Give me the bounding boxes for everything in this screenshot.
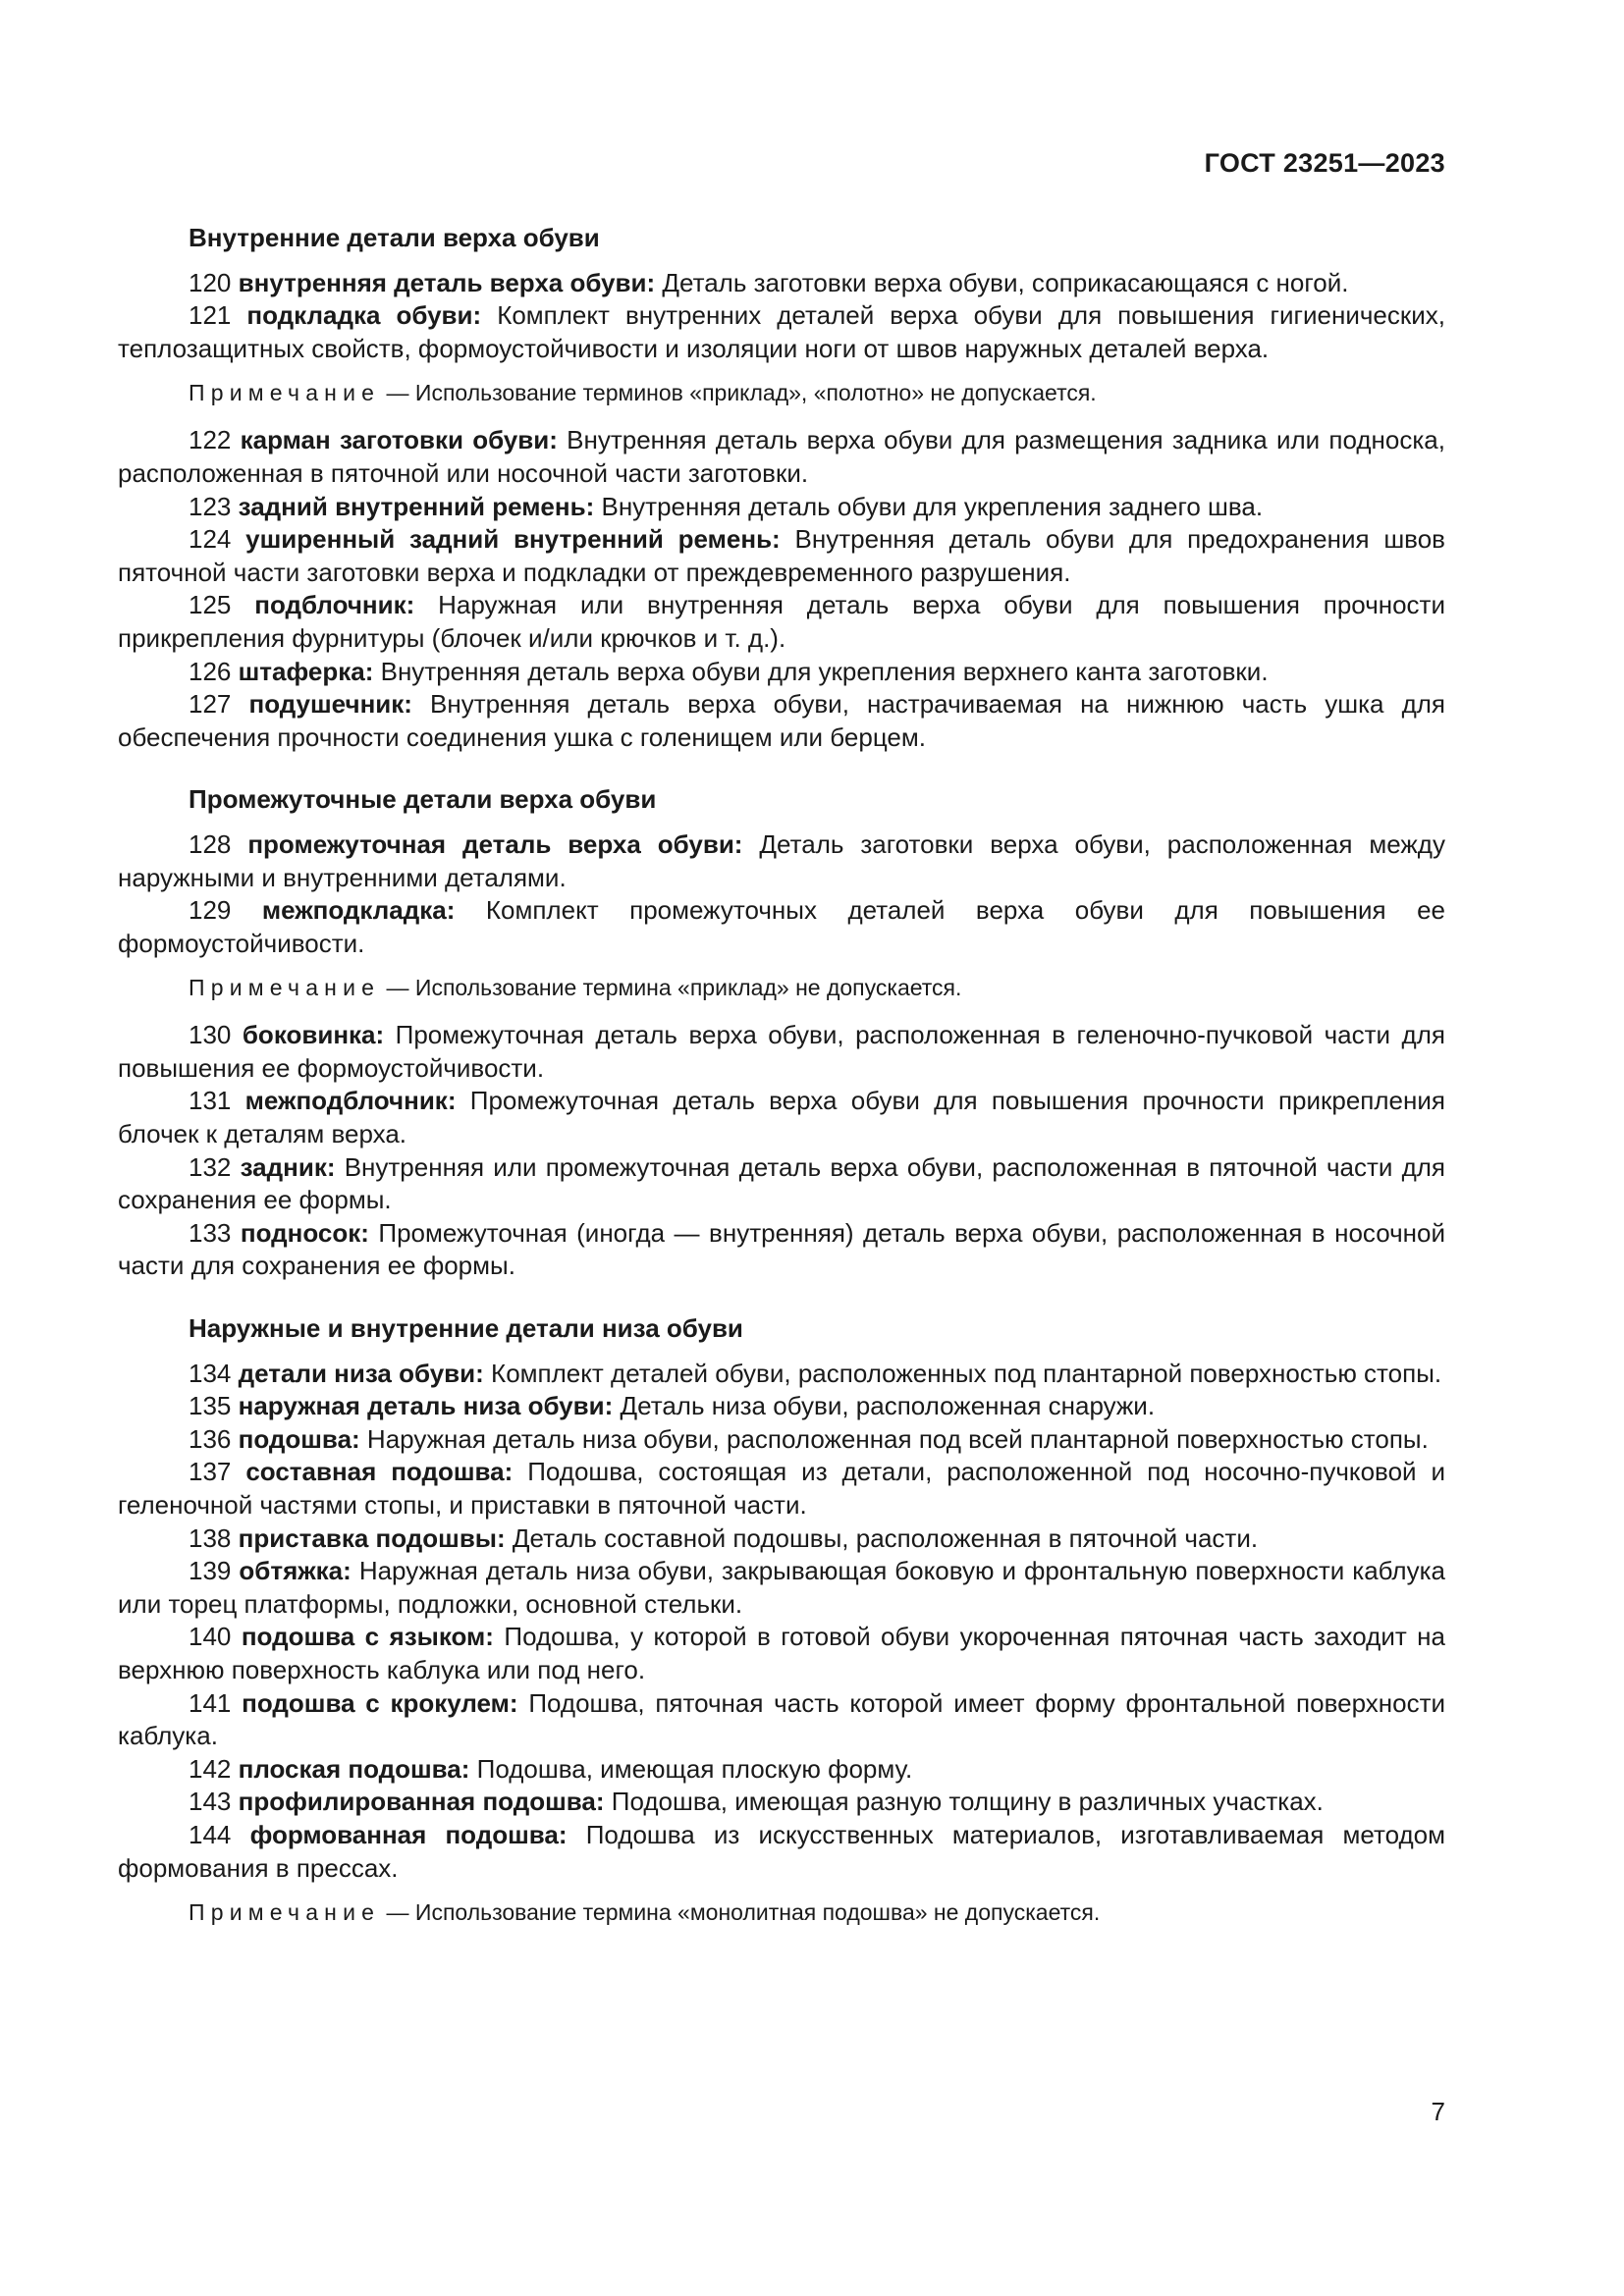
term-entry: 142 плоская подошва: Подошва, имеющая плоскую форму. <box>189 1753 913 1784</box>
note-label: Примечание <box>189 380 381 406</box>
term: штаферка: <box>238 656 374 686</box>
term-entry: 138 приставка подошвы: Деталь составной подошвы, расположенная в пяточной части. <box>189 1522 1259 1553</box>
term: уширенный задний внутренний ремень: <box>245 524 781 555</box>
term-entry: 128 промежуточная деталь верха обуви: Деталь заготовки верха обуви, расположенная между наружными и внутренними деталями. <box>118 828 1445 892</box>
term-entry: 137 составная подошва: Подошва, состоящая из детали, расположенной под носочно-пучковой и геленочной частями стопы, и приставки в пяточной части. <box>118 1457 1445 1520</box>
term-entry: 130 боковинка: Промежуточная деталь верха обуви, расположенная в геленочно-пучковой части для повышения ее формоустойчивости. <box>118 1020 1445 1083</box>
term-entry: 143 профилированная подошва: Подошва, имеющая разную толщину в различных участках. <box>189 1787 1324 1817</box>
term-entry: 122 карман заготовки обуви: Внутренняя деталь верха обуви для размещения задника или подноска, расположенная в пяточной или носочной части заготовки. <box>118 425 1445 488</box>
term: подошва с языком: <box>241 1622 494 1652</box>
term: промежуточная деталь верха обуви: <box>247 828 743 859</box>
term-entry: 126 штаферка: Внутренняя деталь верха обуви для укрепления верхнего канта заготовки. <box>189 656 1269 686</box>
standard-number: ГОСТ 23251—2023 <box>1204 148 1445 178</box>
term-entry: 129 межподкладка: Комплект промежуточных деталей верха обуви для повышения ее формоустойчивости. <box>118 895 1445 958</box>
term: подушечник: <box>248 689 412 720</box>
note-label: Примечание <box>189 975 381 1001</box>
term-entry: 134 детали низа обуви: Комплект деталей обуви, расположенных под плантарной поверхностью стопы. <box>189 1358 1442 1388</box>
term: задний внутренний ремень: <box>238 491 595 521</box>
term-entry: 132 задник: Внутренняя или промежуточная деталь верха обуви, расположенная в пяточной части для сохранения ее формы. <box>118 1151 1445 1215</box>
note: Примечание — Использование терминов «приклад», «полотно» не допускается. <box>189 380 1097 406</box>
term: межподкладка: <box>261 895 456 926</box>
term: профилированная подошва: <box>238 1787 605 1817</box>
term: боковинка: <box>242 1020 385 1050</box>
term-entry: 124 уширенный задний внутренний ремень: Внутренняя деталь обуви для предохранения швов пяточной части заготовки верха и подкладки от преждевременного разрушения. <box>118 524 1445 587</box>
term: формованная подошва: <box>249 1819 568 1849</box>
term-entry: 121 подкладка обуви: Комплект внутренних деталей верха обуви для повышения гигиенических, теплозащитных свойств, формоустойчивости и изоляции ноги от швов наружных деталей верха. <box>118 300 1445 363</box>
term-entry: 135 наружная деталь низа обуви: Деталь низа обуви, расположенная снаружи. <box>189 1391 1156 1421</box>
note: Примечание — Использование термина «приклад» не допускается. <box>189 975 962 1001</box>
page-number: 7 <box>1431 2097 1445 2126</box>
page-content <box>118 222 1445 1944</box>
term: подкладка обуви: <box>246 300 482 331</box>
term-entry: 133 подносок: Промежуточная (иногда — внутренняя) деталь верха обуви, расположенная в носочной части для сохранения ее формы. <box>118 1217 1445 1281</box>
term: обтяжка: <box>239 1556 352 1586</box>
term: подошва: <box>238 1423 360 1454</box>
note: Примечание — Использование термина «монолитная подошва» не допускается. <box>189 1899 1101 1926</box>
term: приставка подошвы: <box>238 1522 506 1553</box>
term-entry: 123 задний внутренний ремень: Внутренняя деталь обуви для укрепления заднего шва. <box>189 491 1264 521</box>
term: подносок: <box>240 1217 369 1248</box>
term-entry: 136 подошва: Наружная деталь низа обуви, расположенная под всей плантарной поверхностью стопы. <box>189 1423 1429 1454</box>
term: детали низа обуви: <box>238 1358 484 1388</box>
term: составная подошва: <box>245 1457 514 1487</box>
term-entry: 120 внутренняя деталь верха обуви: Деталь заготовки верха обуви, соприкасающаяся с ногой. <box>189 267 1349 297</box>
term: наружная деталь низа обуви: <box>238 1391 614 1421</box>
term: подошва с крокулем: <box>242 1687 518 1718</box>
term: плоская подошва: <box>238 1753 470 1784</box>
term-entry: 144 формованная подошва: Подошва из искусственных материалов, изготавливаемая методом формования в прессах. <box>118 1819 1445 1883</box>
term-entry: 125 подблочник: Наружная или внутренняя деталь верха обуви для повышения прочности прикрепления фурнитуры (блочек и/или крючков и т. д.). <box>118 590 1445 653</box>
term-entry: 127 подушечник: Внутренняя деталь верха обуви, настрачиваемая на нижнюю часть ушка для обеспечения прочности соединения ушка с голенищем или берцем. <box>118 689 1445 752</box>
term: межподблочник: <box>244 1086 457 1116</box>
term-entry: 139 обтяжка: Наружная деталь низа обуви, закрывающая боковую и фронтальную поверхности каблука или торец платформы, подложки, основной стельки. <box>118 1556 1445 1619</box>
section-heading: Промежуточные детали верха обуви <box>189 784 657 815</box>
term-entry: 131 межподблочник: Промежуточная деталь верха обуви для повышения прочности прикрепления блочек к деталям верха. <box>118 1086 1445 1149</box>
term-entry: 140 подошва с языком: Подошва, у которой в готовой обуви укороченная пяточная часть заходит на верхнюю поверхность каблука или под него. <box>118 1622 1446 1684</box>
section-heading: Наружные и внутренние детали низа обуви <box>189 1313 743 1344</box>
term: задник: <box>240 1151 336 1182</box>
note-label: Примечание <box>189 1899 381 1926</box>
term: подблочник: <box>254 590 415 620</box>
term-entry: 141 подошва с крокулем: Подошва, пяточная часть которой имеет форму фронтальной поверхности каблука. <box>118 1687 1445 1751</box>
term: внутренняя деталь верха обуви: <box>238 267 656 297</box>
section-heading: Внутренние детали верха обуви <box>189 223 600 252</box>
term: карман заготовки обуви: <box>240 425 558 455</box>
